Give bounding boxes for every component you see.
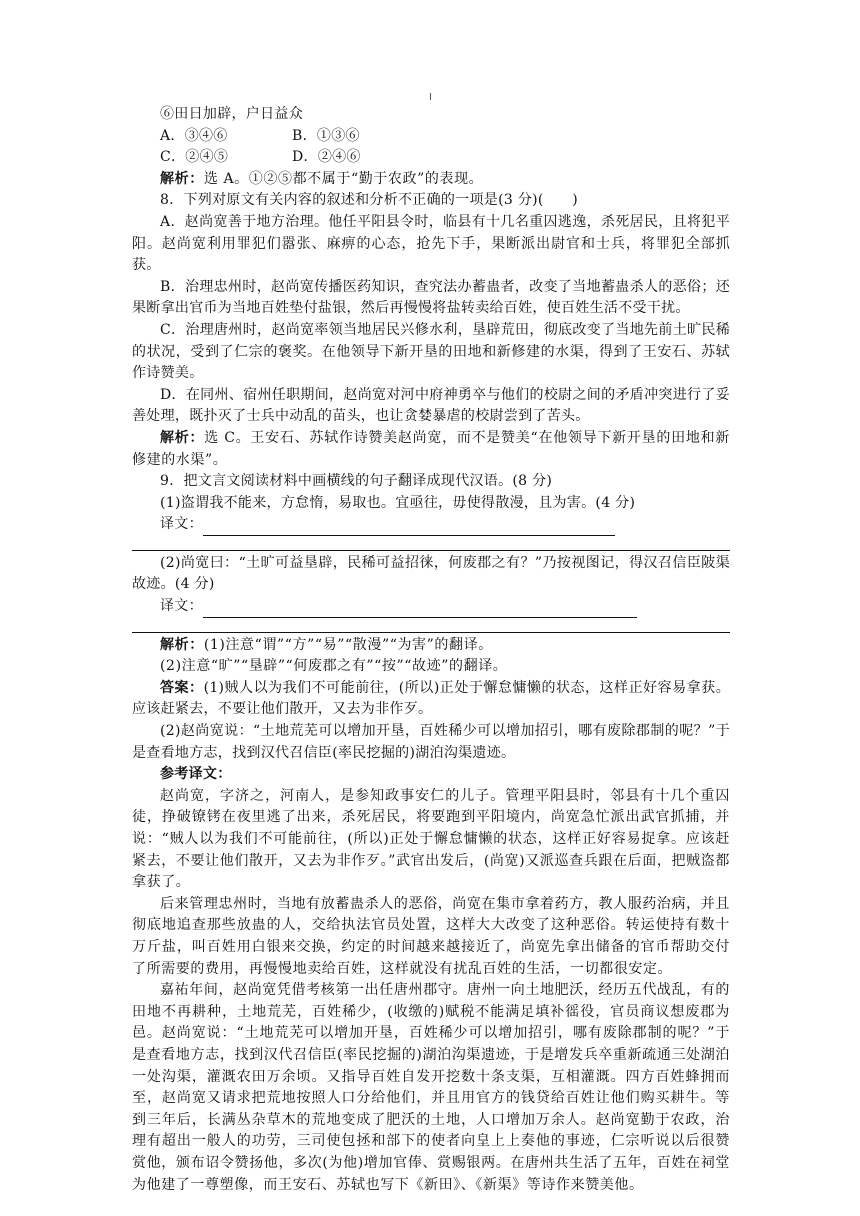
translation-label: 译文： <box>160 598 203 615</box>
translation-line-2 <box>132 596 730 618</box>
translation-line-1 <box>132 514 730 536</box>
answer-2: (2)赵尚宽说：“土地荒芜可以增加开垦，百姓稀少可以增加招引，哪有废除郡制的呢？”于是查看地方志，找到汉代召信臣(率民挖掘的)湖泊沟渠遗迹。 <box>132 723 730 761</box>
analysis-label: 解析： <box>160 429 205 446</box>
answer-blank-full[interactable] <box>132 618 730 633</box>
options-row-2 <box>132 147 730 169</box>
analysis-text: 选 C。王安石、苏轼作诗赞美赵尚宽，而不是赞美“在他领导下新开垦的田地和新修建的水渠”。 <box>132 429 730 468</box>
q8-option-c: C．治理唐州时，赵尚宽率领当地居民兴修水利，垦辟荒田，彻底改变了当地先前土旷民稀的状况，受到了仁宗的褒奖。在他领导下新开垦的田地和新修建的水渠，得到了王安石、苏轼作诗赞美。 <box>132 321 730 382</box>
answer-blank-full[interactable] <box>132 536 730 551</box>
answer-blank[interactable] <box>203 603 637 618</box>
answer-text: (1)贼人以为我们不可能前往，(所以)正处于懈怠慵懒的状态，这样正好容易拿获。应该赶紧去，不要让他们散开，又去为非作歹。 <box>132 679 731 718</box>
question-9: 9．把文言文阅读材料中画横线的句子翻译成现代汉语。(8 分) <box>160 473 553 490</box>
analysis-q9-1 <box>132 635 730 657</box>
answer-1 <box>132 678 730 721</box>
q8-option-b: B．治理忠州时，赵尚宽传播医药知识，查究法办蓄蛊者，改变了当地蓄蛊杀人的恶俗；还果断拿出官币为当地百姓垫付盐银，然后再慢慢将盐转卖给百姓，使百姓生活不受干扰。 <box>132 278 730 317</box>
reference-paragraph-1: 赵尚宽，字济之，河南人，是参知政事安仁的儿子。管理平阳县时，邻县有十几个重囚徒，挣破镣铐在夜里逃了出来，杀死居民，将要跑到平阳境内，尚宽急忙派出武官抓捕，并说：“贼人以为我们不可能前往，(所以)正处于懈怠慵懒的状态，这样正好容易捉拿。应该赶紧去，不要让他们散开，又去为非作歹。”武官出发后，(尚宽)又派巡查兵跟在后面，把贼盗都拿获了。 <box>132 787 730 891</box>
question-8: 8．下列对原文有关内容的叙述和分析不正确的一项是(3 分)( ) <box>160 192 579 209</box>
reference-paragraph-3: 嘉祐年间，赵尚宽凭借考核第一出任唐州郡守。唐州一向土地肥沃，经历五代战乱，有的田地不再耕种，土地荒芜，百姓稀少，(收缴的)赋税不能满足填补徭役，官员商议想废郡为邑。赵尚宽说：“土地荒芜可以增加开垦，百姓稀少可以增加招引，哪有废除郡制的呢？”于是查看地方志，找到汉代召信臣(率民挖掘的)湖泊沟渠遗迹，于是增发兵卒重新疏通三处湖泊一处沟渠，灌溉农田万余顷。又指导百姓自发开挖数十条支渠，互相灌溉。四方百姓蜂拥而至，赵尚宽又请求把荒地按照人口分给他们，并且用官方的钱贷给百姓让他们购买耕牛。等到三年后，长满丛杂草木的荒地变成了肥沃的土地，人口增加万余人。赵尚宽勤于农政，治理有超出一般人的功劳，三司使包拯和部下的使者向皇上上奏他的事迹，仁宗听说以后很赞赏他，颁布诏令赞扬他，多次(为他)增加官俸、赏赐银两。在唐州共生活了五年，百姓在祠堂为他建了一尊塑像，而王安石、苏轼也写下《新田》、《新渠》等诗作来赞美他。 <box>132 982 730 1193</box>
stray-mark <box>430 93 431 100</box>
reference-translation-heading: 参考译文： <box>160 766 232 783</box>
document-page <box>132 104 730 1196</box>
analysis-text: 选 A。①②⑤都不属于“勤于农政”的表现。 <box>203 170 484 187</box>
analysis-q8 <box>132 428 730 471</box>
option-b: B．①③⑥ <box>292 127 360 144</box>
analysis-text: (1)注意“谓”“方”“易”“散漫”“为害”的翻译。 <box>203 636 493 653</box>
option-c: C．②④⑤ <box>160 149 229 166</box>
q9-sentence-1: (1)盗谓我不能来，方怠惰，易取也。宜亟往，毋使得散漫，且为害。(4 分) <box>160 494 636 511</box>
reference-paragraph-2: 后来管理忠州时，当地有放蓄蛊杀人的恶俗，尚宽在集市拿着药方，教人服药治病，并且彻底地追查那些放蛊的人，交给执法官员处置，这样大大改变了这种恶俗。转运使持有数十万斤盐，叫百姓用白银来交换，约定的时间越来越接近了，尚宽先拿出储备的官币帮助交付了所需要的费用，再慢慢地卖给百姓，这样就没有扰乱百姓的生活，一切都很安定。 <box>132 895 730 977</box>
analysis-q9-2: (2)注意“旷”“垦辟”“何废郡之有”“按”“故迹”的翻译。 <box>160 658 508 675</box>
translation-label: 译文： <box>160 516 203 533</box>
analysis-label: 解析： <box>160 170 204 187</box>
answer-label: 答案： <box>160 679 204 696</box>
q8-option-d: D．在同州、宿州任职期间，赵尚宽对河中府神勇卒与他们的校尉之间的矛盾冲突进行了妥善处理，既扑灭了士兵中动乱的苗头，也让贪婪暴虐的校尉尝到了苦头。 <box>132 386 730 425</box>
analysis-q7 <box>132 169 730 191</box>
option-line-6: ⑥田日加辟，户日益众 <box>160 106 303 122</box>
analysis-label: 解析： <box>160 636 204 653</box>
q8-option-a: A．赵尚宽善于地方治理。他任平阳县令时，临县有十几名重囚逃逸，杀死居民，且将犯平阳。赵尚宽利用罪犯们嚣张、麻痹的心态，抢先下手，果断派出尉官和士兵，将罪犯全部抓获。 <box>132 213 730 274</box>
answer-blank[interactable] <box>203 521 615 536</box>
q9-sentence-2: (2)尚宽曰：“土旷可益垦辟，民稀可益招徕，何废郡之有？”乃按视图记，得汉召信臣陂渠故迹。(4 分) <box>132 554 730 593</box>
options-row-1 <box>132 126 730 148</box>
option-a: A．③④⑥ <box>160 127 228 144</box>
option-d: D．②④⑥ <box>292 149 361 166</box>
